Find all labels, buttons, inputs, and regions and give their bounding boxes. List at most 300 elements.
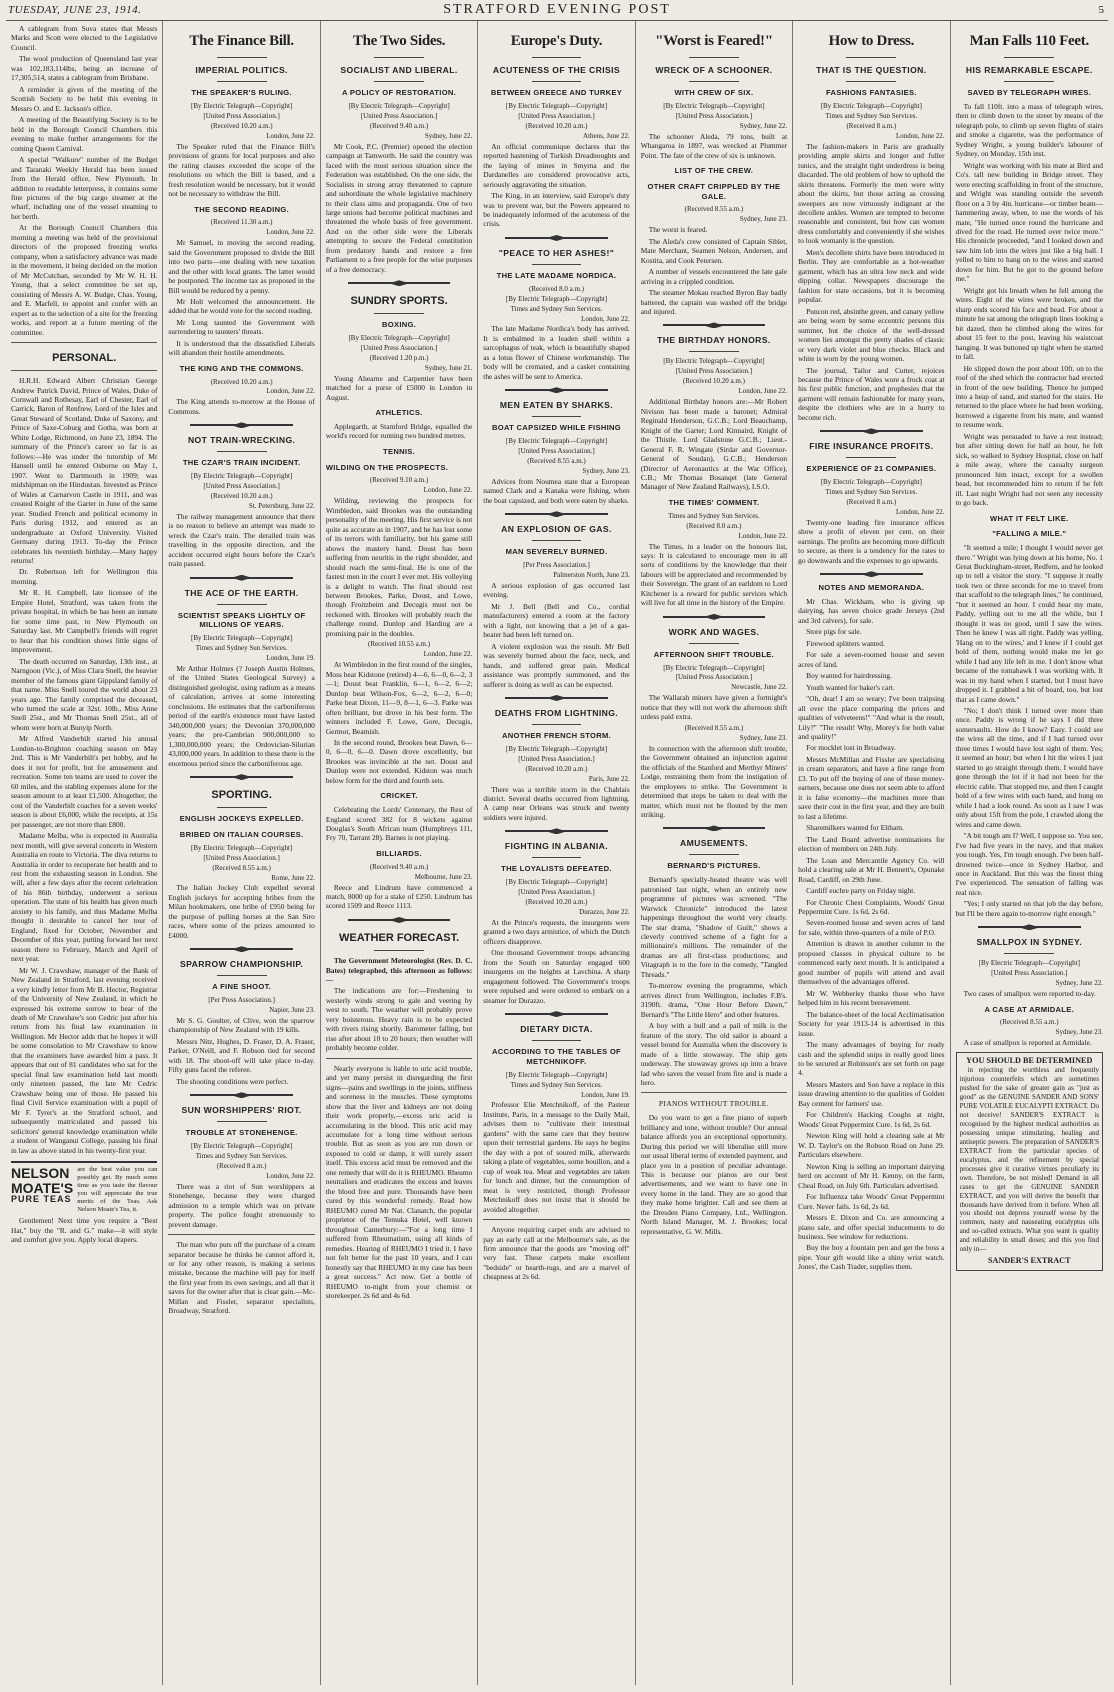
subheading: MAN SEVERELY BURNED. xyxy=(505,547,608,557)
wire-credit: [United Press Association.] xyxy=(203,482,280,491)
news-paragraph: Celebrating the Lords' Centenary, the Rest of England scored 382 for 8 wickets against Douglas's South African team (Humphreys 111, Fry 70, Tarrant 28). Barnes is not playing. xyxy=(325,805,473,843)
notes-item: Sharemilkers wanted for Eltham. xyxy=(806,823,904,833)
news-paragraph: The Aleda's crew consisted of Captain Siblet, Mate Merchant, Seamen Nelson, Andersen, and Kostita, and Cook Petersen. xyxy=(640,236,788,265)
news-paragraph: Men's decollete shirts have been introduced in Berlin. They are comfortable as a hot-weather garment, which has an ultra low neck and wide dipping collar. Newspapers discourage the fashion for state occasions, but it is becoming popular. xyxy=(798,247,945,305)
news-paragraph: Additional Birthday honors are:—Mr Robert Nivison has been made a baronet; Admiral Reginald Henderson, G.C.B.; Lord Beauchamp, Knight of the Garter; Lord Kinnaird, Knight of the Thistle. Lord Gladstone G.C.B.; Lieut.-General F. R. Wingate (Sirdar and Governor-General of Soudan), G.C.B.; Henderson (Director of Aeronautics at the War Office), C.B.; Mr Thomas Bosanqet (late General Manager of New Zealand Railways), I.S.O. xyxy=(640,397,788,492)
received-time: (Received 10.20 a.m.) xyxy=(210,377,273,386)
notes-item: For mocklet lost in Broadway. xyxy=(806,743,896,753)
divider xyxy=(505,1011,607,1017)
notes-item: For Children's Hacking Coughs at night, Woods' Great Peppermint Cure. 1s 6d, 2s 6d. xyxy=(798,1110,945,1129)
wire-credit: [United Press Association.] xyxy=(518,446,595,455)
divider xyxy=(190,575,292,581)
divider xyxy=(689,57,739,58)
divider xyxy=(1004,81,1054,82)
ad-tagline: Gentlemen! Next time you require a "Best Hat," buy the "R. and G." make—it will style and comfort give you. Apply local drapers. xyxy=(11,1216,158,1245)
notes-item: For Chronic Chest Complaints, Woods' Great Peppermint Cure. 1s 6d, 2s 6d. xyxy=(798,897,945,916)
news-paragraph: A special "Walkure" number of the Budget and Taranaki Weekly Herald has been issued from the Herald office, New Plymouth. In addition to readable letterpress, it contains some fine pictures of the big cargo steamer at the wharf, including one of the vessel steaming to her berth. xyxy=(11,155,158,221)
received-time: (Received 9.40 a.m.) xyxy=(369,862,429,871)
advertisement-paragraph: Anyone requiring carpet ends are advised to pay an early call at the Melbourne's sale, as the firm announce that the goods are "moving off" very fast. These carpets make excellent "bedside" or hearth-rugs, and are a marvel of cheapness at 2s 6d. xyxy=(483,1225,630,1282)
news-paragraph: A number of vessels encountered the late gale arriving in a crippled condition. xyxy=(640,267,788,286)
notes-item: Buy the boy a fountain pen and get the boss a pipe. Your gift would like a shiny wrist watch. Jones', the Cash Trader, supplies them. xyxy=(798,1243,945,1272)
notes-item: The many advantages of buying for ready cash and the splendid snips in really good lines to be secured at Robinson's are set forth on page 4. xyxy=(798,1040,945,1078)
dateline: London, June 19. xyxy=(581,1090,630,1099)
news-paragraph: "No; I don't think I turned over more than once. Paddy is wrong if he says I did three somersaults. How do I know? Easy. I could see the wires all the time, and if I had turned over three times I would have lost sight of them. Yes; it seemed an hour; but when I hit the wires I just started to go straight through them. I would have gone through the lot if it had not been for the electric cable. That stopped me, and then I caught hold of a few wires with each hand, and hung on while I had a look round. As soon as I saw I was only about 15ft from the pole, I crawled along the wires and came down. xyxy=(955,706,1103,829)
subheading: OTHER CRAFT CRIPPLED BY THE GALE. xyxy=(647,181,781,201)
subheading: WORK AND WAGES. xyxy=(668,626,760,637)
news-paragraph: Mr W. J. Crawshaw, manager of the Bank of New Zealand in Stratford, last evening received a very kindly letter from Mr B. Hector, Registrar of the University of New Zealand, in which he expressed his extreme sorrow to hear of the death of Mr Crawshaw's son Cedric just after his return from his final law examination in Wellington. Mr Hector adds that he hopes it will be some consolation to Mr Crawshaw to know that the examiners have awarded him a pass. It appears that out of 81 candidates who sat for the special final law examination held last month only nineteen passed, the late Mr Cedric Crawshaw being one of those. He passed his final Civil Service examination with a pupil of Mr F. Tyrer's at the Stratford school, and subsequently matriculated and passed his solicitors' general knowledge examination while a student of Wanganui College, passing his final in law as above stated in his twenty-first year. xyxy=(11,965,158,1155)
wire-credit: Times and Sydney Sun Services. xyxy=(195,644,288,653)
received-time: (Received 8.55 a.m.) xyxy=(684,723,744,732)
divider xyxy=(641,1092,787,1093)
divider xyxy=(217,57,267,58)
wire-credit: [United Press Association.] xyxy=(675,673,753,682)
wire-credit: [By Electric Telegraph—Copyright] xyxy=(505,878,608,887)
news-paragraph: Messrs Nitz, Hughes, D. Fraser, D. A. Fraser, Parker, O'Neill, and F. Robson tied for second with 18. The shoot-off will take place to-day. Fifty guns faced the referee. xyxy=(168,1036,315,1075)
subheading: THE SECOND READING. xyxy=(194,204,289,214)
notes-item: The Land Board advertise nominations for election of members on 24th July. xyxy=(798,834,945,854)
news-paragraph: Mr Holt welcomed the announcement. He added that he would vote for the second reading. xyxy=(168,296,315,316)
subheading: MEN EATEN BY SHARKS. xyxy=(499,400,614,411)
received-time: (Received 1.20 p.m.) xyxy=(369,353,429,362)
subheading: BOXING. xyxy=(381,320,417,330)
wire-credit: [United Press Association.] xyxy=(991,969,1068,978)
wire-credit: [By Electric Telegraph—Copyright] xyxy=(191,634,293,643)
dateline: Sydney, June 22. xyxy=(1055,979,1103,988)
subheading: THE KING AND THE COMMONS. xyxy=(179,363,304,373)
news-paragraph: It is understood that the dissatisfied Liberals will abandon their hostile amendments. xyxy=(168,338,315,358)
divider xyxy=(532,857,582,858)
news-paragraph: Madame Melba, who is expected in Australia next month, will give several concerts in Western Australia en route to Victoria. The diva returns to Australia in order to recuperate her health and to rest from the exhausting season in London. She will, after a few days after the recent celebration of his 86th birthday, underwent a serious operation. The state of his health has given much anxiety to his family, and thus Madame Melba thought it desirable to cancel her tour of England, fixed for October, November and December of this year, putting forward her next season there to February, March and April of next year. xyxy=(11,831,158,964)
subheading: EXPERIENCE OF 21 COMPANIES. xyxy=(806,464,937,474)
subheading: ACCORDING TO THE TABLES OF METCHNIKOFF. xyxy=(491,1047,621,1066)
notes-item: Mr W. Webberley thanks those who have helped him in his recent bereavement. xyxy=(798,988,945,1008)
subheading: SCIENTIST SPEAKS LIGHTLY OF MILLIONS OF YEARS. xyxy=(177,610,306,630)
dateline: Melbourne, June 23. xyxy=(414,872,473,881)
received-time: (Received 9.40 a.m.) xyxy=(369,121,429,130)
news-paragraph: Applegarth, at Stamford Bridge, equalled the world's record for running two hundred metres. xyxy=(325,422,473,441)
news-paragraph: The late Madame Nordica's body has arrived. It is embalmed in a leaden shell within a sarcophagus of teak, which is beautifully shaped as a lotus flower of Chinese workmanship. The body will be cremated, and a casket containing the ashes will be sent to America. xyxy=(483,324,630,381)
ad-body: in rejecting the worthless and frequently injurious counterfeits which are sometimes pushed for the sake of greater gain as "just as good" as the GENUINE SANDER AND SONS' PURE VOLATILE EUCALYPTI EXTRACT. Do not deceive! SANDER'S EXTRACT is recognised by the highest medical authorities as possessing unique stimulating, healing and antiseptic powers. The preparation of SANDER'S EXTRACT from the particular species of eucalyptus, and the refinement by special processes give it curative virtues peculiarly its own. Therefore, be not misled! Demand in all cases to get the GENUINE SANDER EXTRACT, and you will derive the benefit that thousands have derived from it before. When all you should not depress yourself worse by the common, nasty and nauseating eucalyptus oils and so-called extracts. What you want is quality and reliability in small doses; and this you find only in— xyxy=(959,1066,1099,1254)
subheading: DEATHS FROM LIGHTNING. xyxy=(494,708,619,718)
wire-credit: [By Electric Telegraph—Copyright] xyxy=(505,294,608,303)
headline-europes-duty: Europe's Duty. xyxy=(510,33,603,49)
received-time: (Received 10.20 a.m.) xyxy=(682,377,745,386)
dateline: Paris, June 22. xyxy=(588,774,630,783)
notes-item: Messrs E. Dixon and Co. are announcing a piano sale, and offer special inducements to do business. See window for reductions. xyxy=(798,1213,945,1241)
dateline: Sydney, June 21. xyxy=(424,363,473,372)
divider xyxy=(190,946,292,952)
subheading: BOAT CAPSIZED WHILE FISHING xyxy=(491,423,622,433)
subheading: WHAT IT FELT LIKE. xyxy=(990,513,1069,523)
subheading: NOT TRAIN-WRECKING. xyxy=(187,435,296,446)
ad-logo xyxy=(11,1166,73,1213)
news-paragraph: At Wimbledon in the first round of the singles, Moss beat Kidstone (retired) 4—6, 6—0, 6—2, 3—1; Doust beat Franklin, 6—1, 6—2, 6—2; Dunlop beat Wilson-Fox, 6—2, 6—2, 6—0; Parke beat Dixon, 11—9, 8—1, 6—3. Parke was often brilliant, but drove in his best form. The winners included F. Lowe, Gore, Decugis, Germot, Beamish. xyxy=(325,660,473,736)
news-paragraph: Mr Arthur Holmes (? Joseph Austin Holmes, of the United States Geological Survey) a distinguished geologist, using radium as a means of calculation, arrives at some interesting conclusions. He estimates that the carboniferous period of the earth's existence must have lasted 340,000,000 years; the Devonian 370,000,000 years; the pre-Cambrian 900,000,000 to 1,300,000,000 years; the Ordovician-Silurian 43,000,000 years. In addition to these there is the enormous period since the carboniferous age. xyxy=(168,663,315,768)
dateline: Newcastle, June 22. xyxy=(731,683,788,692)
notes-item: For Influenza take Woods' Great Peppermint Cure. Never fails. 1s 6d, 2s 6d. xyxy=(798,1192,945,1211)
divider xyxy=(532,264,582,265)
received-time: (Received 8 a.m.) xyxy=(846,121,897,130)
wire-credit: [Per Press Association.] xyxy=(523,560,590,569)
subheading: "FALLING A MILE." xyxy=(992,529,1067,539)
subheading: THE BIRTHDAY HONORS. xyxy=(657,335,771,346)
dateline: St. Petersburg, June 22. xyxy=(248,501,315,510)
dateline: Sydney, June 23. xyxy=(1055,1028,1103,1037)
news-paragraph: He slipped down the post about 10ft. on to the roof of the shed which the contractor had erected in front of the new building. Thence he jumped into a heap of sand, and started for the stairs. He returned to the place where he had been working, borrowed a cigarette from his mate, and wanted to resume work. xyxy=(955,363,1103,430)
notes-item: Newton King will hold a clearing sale at Mr W. D. Taylor's on the Robson Road on June 29. Particulars elsewhere. xyxy=(798,1131,945,1160)
divider xyxy=(11,370,157,371)
subheading: FIRE INSURANCE PROFITS. xyxy=(809,441,934,452)
column-5 xyxy=(636,21,793,1685)
received-time: (Received 10.20 a.m.) xyxy=(210,121,273,130)
news-paragraph: The Government Meteorologist (Rev. D. C. Bates) telegraphed, this afternoon as follows:— xyxy=(325,956,473,984)
notes-item: "Oh, dear! I am so weary; I've been traipsing all over the place comparing the prices and qualities of velveteens!" "And what is the result, Lily?" "The result! Why, Morey's for both value and quality!" xyxy=(798,694,945,741)
divider xyxy=(348,280,451,286)
subheading: WRECK OF A SCHOONER. xyxy=(655,65,773,76)
dateline: Sydney, June 23. xyxy=(739,733,788,742)
news-paragraph: A meeting of the Beautifying Society is to be held in the Borough Council Chambers this evening to make further arrangements for the coming Queen Carnival. xyxy=(11,115,158,153)
dateline: Rome, June 22. xyxy=(271,873,315,882)
news-paragraph: Wright was working with his mate at Bird and Co's. tall new building in Bridge street. They were erecting scaffolding in front of the structure, and Wright was standing outside the seventh floor on a 3 by 4in. hurricane—or timber beam—hammering away, when, to use the words of his mate, "He turned once round the hurricane and dived for the road. He turned over twice more." His chronicle proceeded, "and I looked down and saw him lob into the wires just like a big ball. I yelled to him to hang on to the wires and started down for him. But he got to the ground before me." xyxy=(955,160,1103,284)
received-time: (Received 8.55 a.m.) xyxy=(212,863,271,872)
wire-credit: [United Press Association.] xyxy=(203,853,280,862)
subheading: AMUSEMENTS. xyxy=(679,838,748,849)
divider xyxy=(663,614,766,620)
divider xyxy=(190,774,292,780)
subheading: NOTES AND MEMORANDA. xyxy=(818,583,925,593)
divider xyxy=(689,643,739,644)
subheading: FASHIONS FANTASIES. xyxy=(825,88,917,98)
dateline: London, June 19. xyxy=(266,654,315,663)
wire-credit: [By Electric Telegraph—Copyright] xyxy=(663,663,765,672)
subheading: SAVED BY TELEGRAPH WIRES. xyxy=(967,88,1092,98)
news-paragraph: Twenty-one leading fire insurance offices show a profit of eleven per cent. on their earnings. The profits are becoming more difficult to secure, as there is a tendency for the rates to go downwards and the expenses to go upwards. xyxy=(798,517,945,565)
newspaper-columns xyxy=(6,21,1108,1685)
news-paragraph: Mr Cook, P.C. (Premier) opened the election campaign at Tamworth. He said the country was faced with the most serious situation since the Federation was established. On the one side, the Socialists in strong array threatened to capture and subordinate the whole legislative machinery to their class aims and propaganda. One of two large unions had become political machines and threatened the whole basis of free government. And on the other side were the Liberals attempting to secure the Federal constitution from predatory hands and restore a free Parliament to a free people for the wise purposes of a free democracy. xyxy=(325,141,473,274)
column-1 xyxy=(6,21,163,1685)
dateline: London, June 22. xyxy=(895,131,945,140)
divider xyxy=(217,1121,267,1122)
wire-credit: [By Electric Telegraph—Copyright] xyxy=(820,101,922,110)
news-paragraph: The fashion-makers in Paris are gradually providing ample skirts and longer and fuller tunics, and the straight tight underdress is being discarded. The old problem of how to uphold the skirts threatens. Formerly the men were witty about the skirts, but those acting as crossing sweepers are now virtuously indignant at the decollete ankles. Women are tempted to become reasonable and consistent, but how can women dress comfortably and conveniently if she wishes to look womanly is the question. xyxy=(798,141,945,246)
divider xyxy=(483,1219,629,1220)
subheading: THE TIMES' COMMENT. xyxy=(668,497,760,507)
dateline: London, June 22. xyxy=(423,486,473,495)
divider xyxy=(168,1234,314,1235)
news-paragraph: The Times, in a leader on the honours list, says: It is calculated to encourage men in all sorts of conditions by the knowledge that their labours will be appreciated and recommended by their Sovereign. The grant of an earldom to Lord Kitchener is a reward for public services which will live for all time in the history of the Empire. xyxy=(640,541,788,608)
masthead-title: STRATFORD EVENING POST xyxy=(443,2,671,17)
received-time: (Received 8.0 a.m.) xyxy=(686,521,742,530)
wire-credit: Times and Sydney Sun Services. xyxy=(668,511,760,520)
divider xyxy=(820,571,922,577)
notes-item: Attention is drawn in another column to the proposed classes in physical culture to be commenced early next month. It is anticipated a good number of pupils will attend and avail themselves of the advantages offered. xyxy=(798,939,945,987)
received-time: (Received 10.55 a.m.) xyxy=(368,640,431,649)
subheading: A POLICY OF RESTORATION. xyxy=(342,88,457,98)
news-paragraph: Wilding, reviewing the prospects for Wimbledon, said Brookes was the outstanding personality of the meeting. His first service is not quite as accurate as in 1907, and he has lost some of its terrors with familiarity, but his game still shows the mastery hand. Doust has been suffering from neuritis in the right shoulder, and should reach the semi-final. He is one of the fastest men in the court I ever met. His volleying is a delight to watch. The final should rest between Brookes, Parke, Doust, and Lowe, though Froitzheim and Decugis must not be reckoned with. Brookes will probably reach the challenge round. Dunlop and Harding are a promising pair in the doubles. xyxy=(325,496,473,638)
subheading: THE LATE MADAME NORDICA. xyxy=(496,270,617,280)
ad-side-text: are the best value you can possibly get. By much some time as you taste the flavour you will appreciate the true merits of the Teas. Ask Nelson Moate's Tea, it. xyxy=(77,1166,158,1213)
subheading: FIGHTING IN ALBANIA. xyxy=(504,841,609,852)
news-paragraph: The Wallarah miners have given a fortnight's notice that they will not work the afternoon shift unless paid extra. xyxy=(640,693,788,722)
notes-item: Seven-roomed house and seven acres of land for sale, within three-quarters of a mile of P.O. xyxy=(798,918,945,937)
news-paragraph: In the second round, Brookes beat Dawn, 6—0, 6—0, 6—0. Dawn drove excellently, but Brookes was invincible at the net. Doust and Dunlop were not extended. Kidston was much below form for the third and fourth sets. xyxy=(325,737,473,785)
wire-credit: [By Electric Telegraph—Copyright] xyxy=(505,101,608,110)
received-time: (Received 8.55 a.m.) xyxy=(684,205,744,214)
wire-credit: Times and Sydney Sun Services. xyxy=(510,1080,603,1089)
headline-worst-is-feared: "Worst is Feared!" xyxy=(655,33,773,49)
subheading: TENNIS. xyxy=(383,446,416,456)
headline-two-sides: The Two Sides. xyxy=(352,33,446,49)
news-paragraph: Dr. Robertson left for Wellington this morning. xyxy=(11,567,158,586)
wire-credit: [By Electric Telegraph—Copyright] xyxy=(348,101,450,110)
news-paragraph: "A bit tough am I? Well, I suppose so. You see, I've had five years in the navy, and that makes you tough. Yes, I'm tough enough. I've been half-drowned twice—once in Sydney Harbor, and once in Auckland. But this was the finest thing I've experienced. The sensation of falling was real nice. xyxy=(955,831,1103,897)
wire-credit: [By Electric Telegraph—Copyright] xyxy=(978,959,1080,968)
news-paragraph: A boy with a bull and a pail of milk is the feature of the story. The old sailor is aboard a vessel bound for Australia when the discovery is made of a little stowaway. The ship gets underway. The stowaway grows up into a brave lad who saves the vessel from fire and is made a hero. xyxy=(640,1021,788,1088)
column-3 xyxy=(321,21,478,1685)
divider xyxy=(532,724,582,725)
news-paragraph: "It seemed a mile; I thought I would never get there." Wright was lying down at his home, No. 1 Great Buckingham-street, Redfern, and he looked up to tell a visitor the story. "I suppose it really took two or three seconds for me to travel from that scaffold to the telegraph lines," he continued, "but it seemed an hour. I could hear my mate, Paddy, yelling out to me all the while, but I thought it was no good, until I saw the wires. Then he knew I was all right. Paddy was yelling, 'Hang on to the wires,' and I knew if I could get hold of them, nothing would make me let go while I had any life left in me. I don't know what became of the tomahawk I was working with. It was in my hand when I started, but I must have dropped it. I grabbed a bit of board, too, but lost that as I came down." xyxy=(955,543,1103,704)
divider xyxy=(505,387,607,393)
masthead xyxy=(6,0,1108,21)
news-paragraph: Professor Elie Metchnikoff, of the Pasteur Institute, Paris, in a message to the Daily Mail, advises them to "cultivate their intestinal gardens" with the same care that they bestow upon their terrestrial gardens. He says he begins the day with a pot of soured milk, afterwards taking a plate of vegetables, some bouillon, and a cup of weak tea. Meat and vegetables are taken for lunch and dinner, but the consumption of meat is very restricted, though Professor Metchnikoff does not insist that it should be avoided altogether. xyxy=(483,1100,630,1214)
divider xyxy=(532,540,582,541)
subheading: SPARROW CHAMPIONSHIP. xyxy=(180,959,304,970)
subheading: DIETARY DICTA. xyxy=(520,1024,593,1035)
divider xyxy=(505,828,607,834)
divider xyxy=(663,825,766,831)
divider xyxy=(217,807,267,808)
wire-credit: [By Electric Telegraph—Copyright] xyxy=(505,437,608,445)
wire-credit: Times and Sydney Sun Services. xyxy=(825,487,918,496)
news-paragraph: One thousand Government troops advancing from the South on Saturday engaged 600 insurgents on the heights at Lavchina. A sharp engagement followed. The Government's troops were repulsed and were ordered to embark on a steamer for Durazzo. xyxy=(483,948,630,1005)
subheading: SOCIALIST AND LIBERAL. xyxy=(340,65,458,76)
news-paragraph: The King, in an interview, said Europe's duty was to prevent war, but the Powers appeared to be inadequately informed of the acuteness of the crisis. xyxy=(483,191,630,229)
divider xyxy=(11,342,157,343)
divider xyxy=(348,917,451,923)
notes-item: Youth wanted for baker's cart. xyxy=(806,682,895,692)
dateline: Sydney, June 22. xyxy=(424,131,473,140)
page-number: 5 xyxy=(1098,4,1104,16)
news-paragraph: Two cases of smallpox were reported to-day. xyxy=(963,989,1096,999)
column-4 xyxy=(478,21,635,1685)
subheading: LIST OF THE CREW. xyxy=(674,166,754,176)
news-paragraph: The death occurred on Saturday, 13th inst., at Narngoon (Vic.), of Miss Clara Snell, the heavier member of the famous giant Gippsland family of that name. Miss Snell toured the world about 23 years ago. The family comprised the deceased, who turned the scale at 32st. 10lb., Miss Anne Snell 25st., and Mr Thomas Snell 25st., all of whom were born at Bunyip North. xyxy=(11,656,158,732)
news-paragraph: A violent explosion was the result. Mr Bell was severely burned about the face, neck, and hands, and suffered great pain. Medical assistance was promptly summoned, and the sufferer is doing as well as can be expected. xyxy=(483,641,630,689)
notes-item: Messrs McMillan and Fissler are specialising in cream separators, and have a fine range from £3. To put off the buying of one of these money-earners, because one does not seem able to afford it is false economy—the machines more than save their cost in the first year, and they are built to last a lifetime. xyxy=(798,754,945,821)
wire-credit: [By Electric Telegraph—Copyright] xyxy=(191,843,293,852)
subheading: ATHLETICS. xyxy=(375,408,423,418)
column-6 xyxy=(793,21,950,1685)
wire-credit: Times and Sydney Sun Services. xyxy=(825,111,918,120)
notes-item: For sale a seven-roomed house and seven acres of land. xyxy=(798,650,945,669)
subheading: ANOTHER FRENCH STORM. xyxy=(501,731,612,740)
received-time: (Received 10.20 a.m.) xyxy=(525,764,588,773)
news-paragraph: The worst is feared. xyxy=(648,225,708,235)
news-paragraph: Bernard's specially-heated theatre was well patronised last night, when an entirely new programme of pictures was screened. "The Warwick Chronicle" introduced the latest happenings throughout the world very clearly. The star drama, "Shadow of Guilt," shows a cleverly contrived scheme of a fight for a millionaire's millions. The remainder of the dramas are all first-class productions; and Vitagraph is to the fore in the comedy, "Tangled Threads." xyxy=(640,875,788,979)
wire-credit: [United Press Association.] xyxy=(518,888,595,897)
news-paragraph: Mr S. G. Goulter, of Clive, won the sparrow championship of New Zealand with 19 kills. xyxy=(168,1015,315,1035)
divider xyxy=(217,975,267,976)
notes-item: Newton King is selling an important dairying herd on account of Mr H. Kenny, on the farm, Cheal Road, on July 6th. Particulars advertised. xyxy=(798,1161,945,1190)
divider xyxy=(374,57,424,58)
subheading: BETWEEN GREECE AND TURKEY xyxy=(490,88,623,98)
dateline: Napier, June 23. xyxy=(269,1005,315,1014)
news-paragraph: The shooting conditions were perfect. xyxy=(176,1076,289,1086)
received-time: (Received 8.55 a.m.) xyxy=(1000,1018,1059,1027)
dateline: London, June 22. xyxy=(895,507,945,516)
dateline: Durazzo, June 22. xyxy=(579,907,630,916)
subheading: BERNARD'S PICTURES. xyxy=(667,861,761,871)
dateline: London, June 22. xyxy=(581,314,630,323)
wire-credit: [United Press Association.] xyxy=(360,111,438,120)
received-time: (Received 10.20 a.m.) xyxy=(525,898,588,907)
news-paragraph: Wright was persuaded to have a rest instead; but after sitting down for half an hour, he felt sick, so walked to Sydney Hospital, close on half a mile away, where the casualty surgeon pronounced him intact, except for a swollen head, but recommended him to return if he felt ill. Last night Wright had not seen any necessity to go back. xyxy=(955,431,1103,508)
news-paragraph: An official communique declares that the reported hastening of Turkish Dreadnoughts and the laying of mines in Smyrna and the Dardanelles are considered provocative acts, seriously aggravating the situation. xyxy=(483,141,630,189)
wire-credit: [By Electric Telegraph—Copyright] xyxy=(663,357,765,366)
subheading: WILDING ON THE PROSPECTS. xyxy=(325,462,449,472)
divider xyxy=(532,416,582,417)
subheading: CRICKET. xyxy=(380,791,418,801)
subheading: WITH CREW OF SIX. xyxy=(674,88,754,98)
news-paragraph: The steamer Mokau reached Byron Bay badly battered, the captain was washed off the bridge and injured. xyxy=(640,288,788,316)
divider xyxy=(689,854,739,855)
column-2 xyxy=(163,21,320,1685)
divider xyxy=(505,235,607,241)
subheading: HIS REMARKABLE ESCAPE. xyxy=(965,65,1093,76)
news-paragraph: Mr Samuel, in moving the second reading, said the Government proposed to divide the Bill into two parts—one dealing with new taxation and the other with local grants. The latter would be postponed. The income tax as proposed in the Bill would be reduced by a penny. xyxy=(168,238,315,295)
divider xyxy=(374,81,424,82)
news-paragraph: The indications are for:—Freshening to westerly winds strong to gale and veering by west to south. The weather will probably prove very boisterous. Heavy rain is to be expected with rivers rising shortly. Barometer falling, but rise after about 10 to 20 hours; then weather will probably become colder. xyxy=(325,986,473,1053)
ad-logo-line: MOATE'S xyxy=(11,1179,74,1196)
received-time: (Received 8.55 a.m.) xyxy=(527,456,586,465)
news-paragraph: The railway management announce that there is no reason to believe an attempt was made to wreck the Czar's train. The derailed train was travelling in the opposite direction, and the accident occurred eight hours before the Czar's train passed. xyxy=(168,511,315,569)
divider xyxy=(846,457,896,458)
subheading: A FINE SHOOT. xyxy=(212,982,272,992)
news-paragraph: Mr Long taunted the Government with surrendering to taunters' threats. xyxy=(168,317,315,337)
dateline: London, June 22. xyxy=(266,131,315,140)
subheading: AFTERNOON SHIFT TROUBLE. xyxy=(653,649,775,659)
masthead-date: TUESDAY, JUNE 23, 1914. xyxy=(8,4,142,16)
wire-credit: [United Press Association.] xyxy=(203,111,280,120)
news-paragraph: There was a riot of Sun worshippers at Stonehenge, because they were charged admission to a temple which was on private property. The police fought strenuously to prevent damage. xyxy=(168,1181,315,1229)
divider xyxy=(505,511,607,517)
subheading: THE SPEAKER'S RULING. xyxy=(191,88,292,98)
news-paragraph: "Yes; I only started on that job the day before, but I'll be there again to-morrow right enough." xyxy=(955,899,1103,918)
wire-credit: [By Electric Telegraph—Copyright] xyxy=(505,744,608,753)
section-heading-sundry-sports: SUNDRY SPORTS. xyxy=(350,295,448,308)
divider xyxy=(1004,57,1054,58)
subheading: BILLIARDS. xyxy=(376,848,422,858)
divider xyxy=(978,924,1081,930)
wire-credit: [By Electric Telegraph—Copyright] xyxy=(820,478,922,487)
notes-item: Mr Chas. Wickham, who is giving up dairying, has seven choice grade Jerseys (2nd and 3rd calvers), for sale. xyxy=(798,596,945,625)
divider xyxy=(326,1058,472,1059)
news-paragraph: H.R.H. Edward Albert Christian George Andrew Patrick David, Prince of Wales, Duke of Cornwall and Rothesay, Earl of Chester, Earl of Carrick, Baron of Renfrew, Lord of the Isles and Great Steward of Scotland, Duke of Saxony, and Prince of Saxe-Coburg and Gotha, was born at White Lodge, Richmond, on June 23, 1894. The summary of the Prince's career so far is as follows:—He was under the tutorship of Mr Hansell until he entered Osborne on May 1, 1907. Went to Dartmouth in 1909; was midshipman on the Hindustan. Invested as Prince of Wales at Carnarvon Castle in 1911, and was created Knight of the Garter in June of the same year. Studied French and political economy in Paris during 1912, and entered as an undergraduate at Oxford University. Visited Germany during 1913. To-day the Prince celebrates his twentieth birthday.—Many happy returns! xyxy=(11,376,158,565)
news-paragraph: Mr R. H. Campbell, late licensee of the Empire Hotel, Stratford, was taken from the private hospital, in which he has been an inmate for some time past, to New Plymouth on Saturday last. Mr Campbell's friends will regret to hear that his condition shows little signs of improvement. xyxy=(11,588,158,655)
received-time: (Received 8.0 a.m.) xyxy=(528,284,584,293)
dateline: London, June 22. xyxy=(738,531,788,540)
headline-finance-bill: The Finance Bill. xyxy=(189,33,294,49)
subheading: SUN WORSHIPPERS' RIOT. xyxy=(181,1105,302,1116)
advertisement-sanders-extract xyxy=(956,1052,1103,1271)
ad-logo-line: NELSON xyxy=(11,1165,70,1182)
divider xyxy=(820,428,922,434)
wire-credit: [United Press Association.] xyxy=(518,111,595,120)
wire-credit: [By Electric Telegraph—Copyright] xyxy=(191,472,293,481)
news-paragraph: The wool production of Queensland last year was 102,183,114lbs, being an increase of 17,305,514, states a cablegram from Brisbane. xyxy=(11,54,158,83)
notes-item: Store pigs for sale. xyxy=(806,627,862,637)
news-paragraph: Advices from Noumea state that a European named Clark and a Kanaka were fishing, when the boat capsized, and both were eaten by sharks. xyxy=(483,476,630,505)
divider xyxy=(190,422,292,428)
news-paragraph: A serious explosion of gas occurred last evening. xyxy=(483,580,630,600)
divider xyxy=(689,81,739,82)
news-paragraph: A case of smallpox is reported at Armidale. xyxy=(963,1038,1092,1048)
dateline: London, June 22. xyxy=(266,228,315,237)
divider xyxy=(689,351,739,352)
divider xyxy=(374,950,424,951)
wire-credit: [United Press Association.] xyxy=(360,344,438,353)
advertisement-nelson-moate xyxy=(11,1161,157,1245)
section-heading-weather: WEATHER FORECAST. xyxy=(338,931,460,944)
subheading: BRIBED ON ITALIAN COURSES. xyxy=(179,829,304,839)
news-paragraph: Mr Alfred Vanderbilt started his annual London-to-Brighton coaching season on May 2nd. This is Mr Vanderbilt's pet hobby, and he does it not for profit, but for amusement and recreation. Some ten teams are used to cover the 60 miles, and the stabling expenses alone for the season amount to at least £1,500. Altogether, the cost of the Vanderbilt coaches for a seven weeks' season is about £6,000, while the receipts, at 15s per passenger, are not more than £800. xyxy=(11,734,158,829)
dateline: London, June 22. xyxy=(423,650,473,659)
section-heading-personal: PERSONAL. xyxy=(52,352,117,364)
ad-title: YOU SHOULD BE DETERMINED xyxy=(966,1055,1093,1065)
notes-item: The Loan and Mercantile Agency Co. will hold a clearing sale at Mr H. Bennett's, Opunake Road, Cardiff, on 29th June. xyxy=(798,855,945,884)
notes-item: Firewood splitters wanted. xyxy=(806,638,885,648)
received-time: (Received 8 a.m.) xyxy=(846,497,897,506)
received-time: (Received 10.20 a.m.) xyxy=(525,121,588,130)
news-paragraph: A reminder is given of the meeting of the Scottish Society to be held this evening in Messrs O. and E. Jackson's office. xyxy=(11,84,158,113)
wire-credit: [By Electric Telegraph—Copyright] xyxy=(191,101,293,110)
dateline: Sydney, June 22. xyxy=(739,121,788,130)
advertisement-paragraph: Nearly everyone is liable to uric acid trouble, and yet many persist in disregarding the first signs—pains and swellings in the joints, stiffness and soreness in the muscles. These symptoms show that the liver and kidneys are not doing their work properly,—excess uric acid is accumulating in the blood. This uric acid may accumulate for a long time without serious trouble. But as soon as you are run down or exposed to cold or damp, it will surely assert itself. This excess acid must be removed and the one remedy that will do it is RHEUMO. Rheumo neutralises and eradicates the excess and leaves the blood free and pure. Thousands have been cured by this wonderful remedy. Read how RHEUMO cured Mr Nat. Clanatch, the popular proprietor of the Temuka Hotel, well known throughout Canterbury:—"For a long time I suffered from Rheumatism, using all kinds of remedies. Hearing of RHEUMO I tried it. I have not felt better for the past 10 years, and I can honestly say that RHEUMO in my case has been a great success." Act now. Get a bottle of RHEUMO to-night from your chemist or storekeeper. 2s 6d and 4s 6d. xyxy=(325,1063,473,1300)
subheading: "PEACE TO HER ASHES!" xyxy=(498,247,615,258)
advertisement-paragraph: The man who puts off the purchase of a cream separator because he thinks he cannot afford it, or for any other reason, is making a serious mistake, because the machine will pay for itself the first year from its own savings, and all that it saves for the owner after that is clear gain.—Mc-Millan and Fissler, separator specialists, Broadway, Stratford. xyxy=(168,1240,315,1316)
news-paragraph: At the Borough Council Chambers this morning a meeting was held of the provisional directors of the proposed freezing works company, when a satisfactory advance was made in the movement, it being decided on the motion of Mr McCutchan, seconded by Mr W. H. H. Young, that a select committee be set up, consisting of Messrs A. W. Budge, Chas. Young, and E. Marfell, to appoint and confer with an expert as to the selection of a site for the freezing works, and report at a future meeting of the committee. xyxy=(11,223,158,337)
news-paragraph: In connection with the afternoon shift trouble, the Government obtained an injunction against the officials of the Stanford and Merthyr Miners' Lodge, restraining them from the instigation of the employees to strike. The Government is determined that steps be taken to deal with the matter, which must not be flouted by the men striking. xyxy=(640,743,788,819)
wire-credit: [United Press Association.] xyxy=(675,367,753,376)
news-paragraph: To-morrow evening the programme, which arrives direct from Wellington, includes F.B's. 3190ft. drama, "One Hour Before Dawn," Bernard's "The Little Hero" and other features. xyxy=(640,981,788,1019)
news-paragraph: There was a terrible storm in the Chablais district. Several deaths occurred from lightning. A camp near Orleans was struck and twenty soldiers were injured. xyxy=(483,784,630,822)
subheading: ENGLISH JOCKEYS EXPELLED. xyxy=(179,814,304,824)
news-paragraph: Reece and Lindrum have commenced a match, 8000 up for a stake of £250. Lindrum has scored 1509 and Reece 1113. xyxy=(325,882,473,911)
wire-credit: [By Electric Telegraph—Copyright] xyxy=(663,101,765,110)
received-time: (Received 11.30 a.m.) xyxy=(210,218,273,227)
dateline: London, June 22. xyxy=(266,387,315,396)
received-time: (Received 10.20 a.m.) xyxy=(210,491,273,500)
wire-credit: [By Electric Telegraph—Copyright] xyxy=(191,1141,293,1150)
divider xyxy=(532,57,582,58)
headline-how-to-dress: How to Dress. xyxy=(828,33,915,49)
news-paragraph: Young Ahearne and Carpentier have been matched for a purse of £5000 in London in August. xyxy=(325,373,473,402)
news-paragraph: The Italian Jockey Club expelled several English jockeys for accepting bribes from the Milan bookmakers, one bribe of £950 being for the purpose of pulling horses at the San Siro races, where some of the prizes amounted to £4000. xyxy=(168,883,315,940)
subheading: THAT IS THE QUESTION. xyxy=(816,65,927,76)
news-paragraph: Puncon red, absinthe green, and canary yellow are being worn by some eccentric persons this summer, but the choice of the well-dressed women lies amongst the pretty shades of classic or very dark violet and blue checks. Black and white is worn by the young women. xyxy=(798,306,945,364)
dateline: Sydney, June 23. xyxy=(739,215,788,224)
subheading: SMALLPOX IN SYDNEY. xyxy=(976,937,1083,948)
subheading: IMPERIAL POLITICS. xyxy=(195,65,288,76)
divider xyxy=(217,451,267,452)
received-time: (Received 8 a.m.) xyxy=(216,1161,267,1170)
received-time: (Received 9.10 a.m.) xyxy=(369,476,429,485)
wire-credit: [Per Press Association.] xyxy=(208,996,275,1004)
divider xyxy=(217,81,267,82)
dateline: Sydney, June 23. xyxy=(582,466,630,475)
headline-man-falls: Man Falls 110 Feet. xyxy=(969,33,1089,49)
wire-credit: Times and Sydney Sun Services. xyxy=(510,304,603,313)
